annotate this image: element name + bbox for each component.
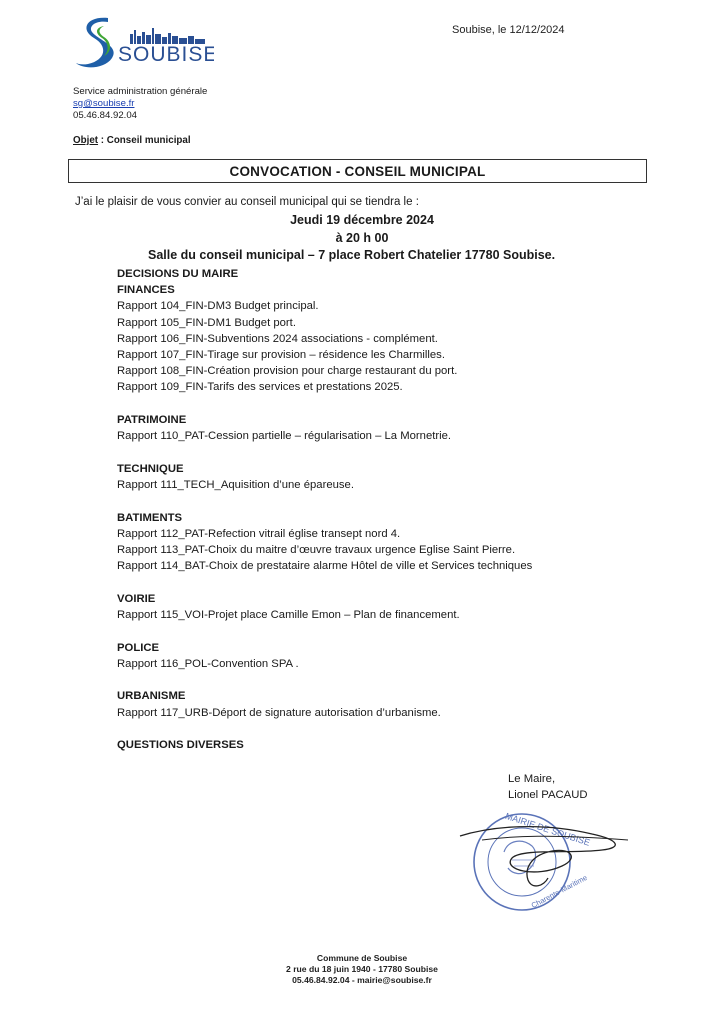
stamp-text: MAIRIE DE SOUBISE (503, 810, 592, 848)
agenda-item: Rapport 109_FIN-Tarifs des services et prestations 2025. (117, 381, 403, 394)
section-title-patrimoine: PATRIMOINE (117, 414, 187, 427)
section-title-batiments: BATIMENTS (117, 511, 183, 524)
agenda-item: Rapport 106_FIN-Subventions 2024 associations - complément. (117, 332, 438, 345)
signature-block (508, 771, 588, 804)
signer-role: Le Maire, (508, 773, 556, 785)
agenda (117, 266, 677, 753)
section-title-urbanisme: URBANISME (117, 690, 186, 703)
agenda-item: Rapport 108_FIN-Création provision pour charge restaurant du port. (117, 365, 458, 378)
meeting-place: Salle du conseil municipal – 7 place Robert Chatelier 17780 Soubise. (148, 248, 556, 262)
section-title-finances: FINANCES (117, 284, 175, 297)
date-line: Soubise, le 12/12/2024 (452, 24, 565, 36)
objet-value: : Conseil municipal (98, 135, 191, 146)
agenda-item: Rapport 115_VOI-Projet place Camille Emon – Plan de financement. (117, 609, 460, 622)
objet-label: Objet (73, 135, 99, 146)
stamp-subtext: Charente-Maritime (529, 872, 589, 911)
intro-text: J’ai le plaisir de vous convier au conseil municipal qui se tiendra le : (75, 196, 419, 208)
official-stamp (452, 800, 632, 920)
footer-line-3: 05.46.84.92.04 - mairie@soubise.fr (292, 975, 432, 985)
meeting-time: à 20 h 00 (335, 231, 389, 245)
agenda-item: Rapport 104_FIN-DM3 Budget principal. (117, 300, 319, 313)
signer-name: Lionel PACAUD (508, 789, 588, 802)
logo-graphic (74, 12, 214, 72)
agenda-item: Rapport 110_PAT-Cession partielle – régularisation – La Mornetrie. (117, 430, 452, 443)
logo-text: SOUBISE (118, 43, 214, 66)
agenda-item: Rapport 111_TECH_Aquisition d’une épareuse. (117, 479, 354, 492)
meeting-date: Jeudi 19 décembre 2024 (290, 213, 434, 227)
stamp-graphic (452, 800, 632, 920)
footer (0, 953, 724, 986)
document-title: CONVOCATION - CONSEIL MUNICIPAL (68, 159, 647, 183)
agenda-item: Rapport 116_POL-Convention SPA . (117, 657, 299, 670)
agenda-item: Rapport 112_PAT-Refection vitrail église transept nord 4. (117, 527, 401, 540)
service-name: Service administration générale (73, 86, 208, 97)
agenda-item: Rapport 107_FIN-Tirage sur provision – résidence les Charmilles. (117, 349, 445, 362)
agenda-item: Rapport 117_URB-Déport de signature autorisation d’urbanisme. (117, 706, 441, 719)
agenda-item: Rapport 113_PAT-Choix du maitre d’œuvre travaux urgence Eglise Saint Pierre. (117, 544, 516, 557)
objet-line (73, 135, 191, 146)
section-title-technique: TECHNIQUE (117, 462, 184, 475)
service-email-link[interactable]: sg@soubise.fr (73, 98, 135, 109)
section-title-voirie: VOIRIE (117, 592, 156, 605)
service-phone: 05.46.84.92.04 (73, 110, 138, 121)
decisions-heading: DECISIONS DU MAIRE (117, 268, 239, 280)
agenda-item: Rapport 114_BAT-Choix de prestataire alarme Hôtel de ville et Services techniques (117, 560, 533, 573)
footer-line-2: 2 rue du 18 juin 1940 - 17780 Soubise (286, 964, 438, 974)
service-block (73, 86, 207, 122)
soubise-logo (74, 12, 214, 72)
section-title-police: POLICE (117, 641, 160, 654)
footer-line-1: Commune de Soubise (316, 953, 408, 963)
agenda-item: Rapport 105_FIN-DM1 Budget port. (117, 316, 296, 329)
questions-heading: QUESTIONS DIVERSES (117, 739, 244, 752)
